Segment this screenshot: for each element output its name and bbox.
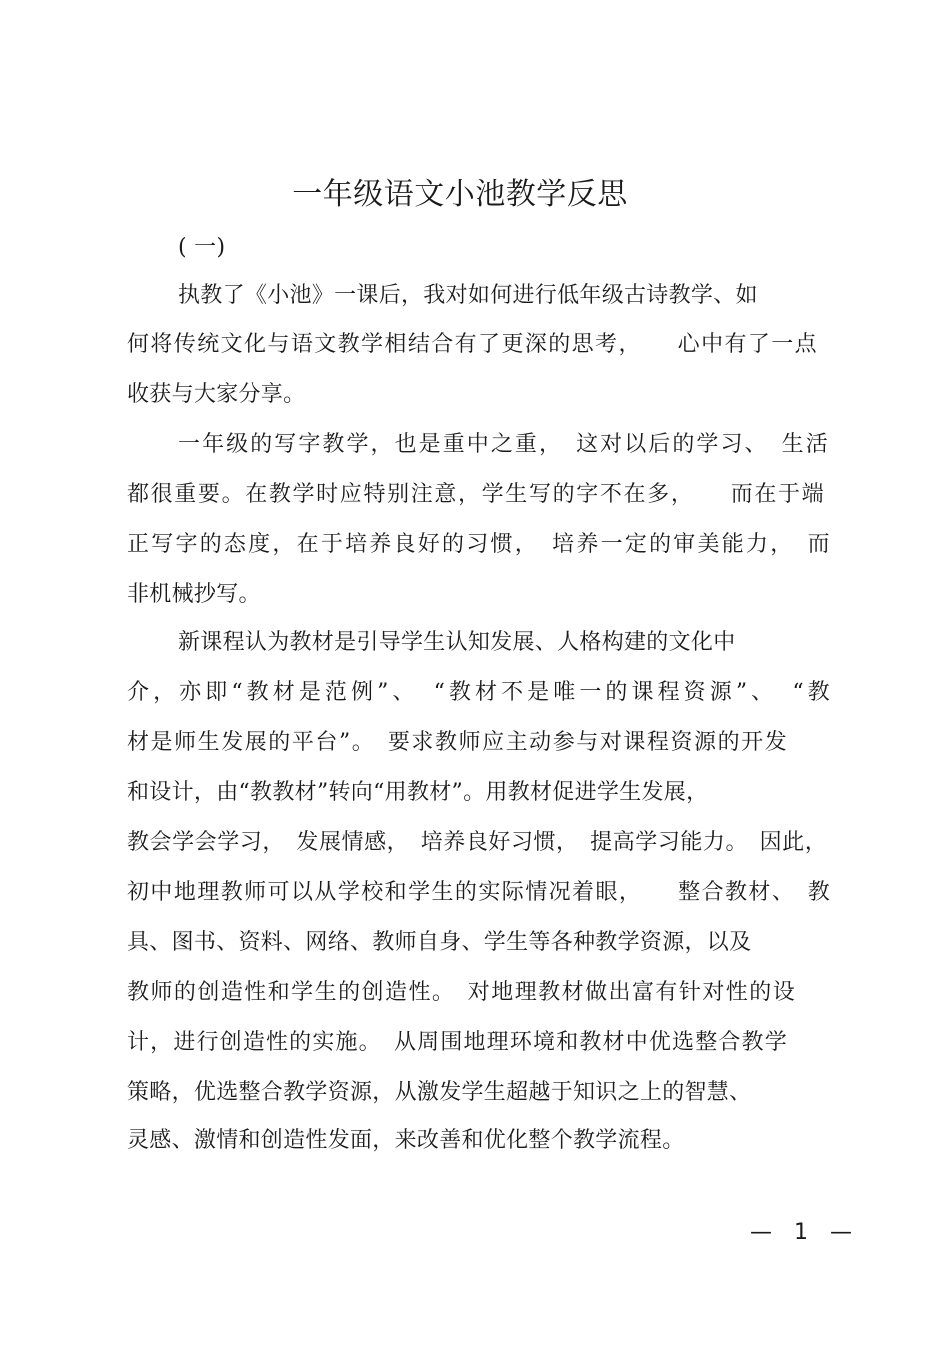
body-line: 初中地理教师可以从学校和学生的实际情况着眼， 整合教材、 教 (127, 880, 830, 905)
body-line: 都很重要。在教学时应特别注意，学生写的字不在多， 而在于端 (127, 482, 824, 507)
body-line: 介，亦即“教材是范例”、 “教材不是唯一的课程资源”、 “教 (127, 680, 830, 705)
body-line: 新课程认为教材是引导学生认知发展、人格构建的文化中 (178, 630, 736, 655)
body-line: 策略，优选整合教学资源，从激发学生超越于知识之上的智慧、 (127, 1080, 752, 1105)
body-line: 教会学会学习， 发展情感， 培养良好习惯， 提高学习能力。 因此， (127, 830, 827, 855)
body-line: 教师的创造性和学生的创造性。 对地理教材做出富有针对性的设 (127, 980, 795, 1005)
page-number: — 1 — (750, 1220, 852, 1245)
body-line: 材是师生发展的平台”。 要求教师应主动参与对课程资源的开发 (127, 730, 787, 755)
body-line: 计，进行创造性的实施。 从周围地理环境和教材中优选整合教学 (127, 1030, 787, 1055)
body-line: 一年级的写字教学，也是重中之重， 这对以后的学习、 生活 (178, 432, 828, 457)
body-line: 非机械抄写。 (127, 582, 261, 607)
document-title: 一年级语文小池教学反思 (292, 177, 628, 212)
body-line: 正写字的态度，在于培养良好的习惯， 培养一定的审美能力， 而 (127, 532, 830, 557)
body-line: 具、图书、资料、网络、教师自身、学生等各种教学资源，以及 (127, 930, 752, 955)
body-line: 收获与大家分享。 (127, 382, 306, 407)
body-line: 和设计，由“教教材”转向“用教材”。用教材促进学生发展， (127, 780, 709, 805)
body-line: 执教了《小池》一课后，我对如何进行低年级古诗教学、如 (178, 283, 758, 308)
body-line: 灵感、激情和创造性发面，来改善和优化整个教学流程。 (127, 1128, 685, 1153)
section-label: ( 一) (178, 235, 226, 260)
body-line: 何将传统文化与语文教学相结合有了更深的思考， 心中有了一点 (127, 332, 817, 357)
